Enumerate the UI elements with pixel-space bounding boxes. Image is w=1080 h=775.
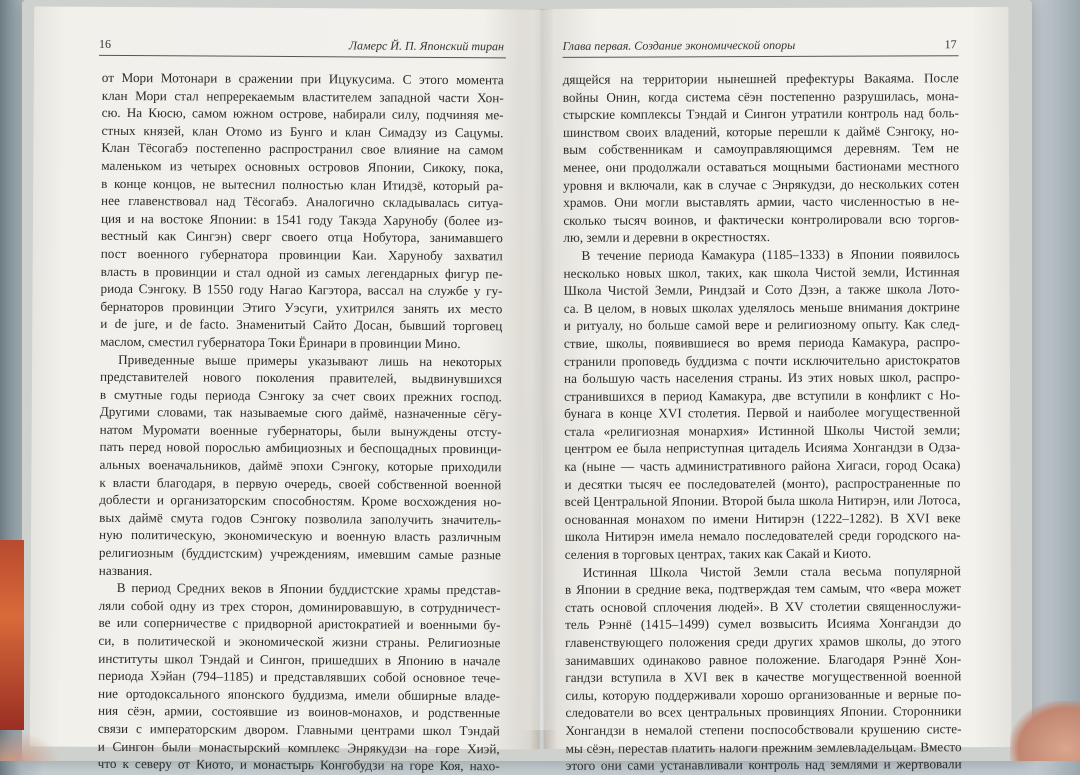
text-line: школа Нитирэн имела немало последователей среди городского на- (564, 527, 961, 545)
text-line: религиозным (буддистским) учреждениям, имевшим самые разные (98, 544, 501, 563)
text-line: са. В целом, в новых школах уделялось меньше внимания доктрине (563, 298, 960, 316)
text-line: Клан Тёсогабэ постепенно распространил свое влияние на самом (101, 140, 504, 158)
left-page-number: 16 (98, 36, 112, 51)
text-line: гандзи вступила в XVI век в качестве могущественной военной (565, 668, 962, 686)
text-line: мы сёэн, перестав платить налоги прежним землевладельцам. Вместо (565, 738, 962, 756)
text-line: следователи во всех центральных провинциях Японии. Сторонники (565, 703, 962, 721)
left-running-title: Ламерс Й. П. Японский тиран (348, 38, 505, 54)
text-line: и десятки тысяч ее последователей (монто), распространенные по (564, 474, 961, 492)
text-line: в смутные годы периода Сэнгоку за счет своих прежних господ. (99, 386, 502, 405)
left-header-rule (99, 55, 506, 58)
text-line: ка (ныне — часть административного района Хигаси, город Осака) (564, 457, 961, 474)
right-body-text (563, 69, 962, 774)
text-line: и de jure, и de facto. Знаменитый Сайто Досан, бывший торговец (100, 316, 503, 334)
text-line: названия. (98, 562, 153, 578)
text-line: лю, земли и деревни в окрестностях. (563, 229, 771, 246)
left-page (30, 6, 545, 774)
text-line: ния сёэн, армии, состоявшие из воинов-монахов, и родственные (97, 703, 501, 721)
text-line: главенствующего положения среди других храмов школы, до этого (565, 633, 962, 650)
text-line: храмов. Они могли выставлять армии, часто численностью в не- (563, 193, 960, 211)
text-line: уровня и включали, как в случае с Энрякудзи, до нескольких сотен (563, 175, 960, 193)
text-line: от Мори Мотонари в сражении при Ицукусима. С этого момента (101, 69, 504, 88)
text-line: в Японии в средние века, подтверждая тем самым, что «вера может (564, 580, 961, 598)
text-line: нее главенствовал над Тёсогабэ. Аналогично складывалась ситуа- (101, 193, 504, 211)
text-line: ция и на востоке Японии: в 1541 году Такэда Харунобу (более из- (100, 210, 504, 229)
text-line: риода Сэнгоку. В 1550 году Нагао Кагэтора, вассал на службе у гу- (100, 280, 503, 299)
text-line: пать перед новой порослью амбициозных и беспощадных провинци- (99, 439, 502, 457)
right-running-head (562, 37, 957, 53)
text-line: сю. На Кюсю, самом южном острове, набирали силу, подчиняя ме- (101, 105, 504, 123)
right-header-rule (563, 55, 959, 58)
text-line: менее, они продолжали оставаться мощными бастионами местного (563, 158, 960, 175)
text-line: всей Центральной Японии. Второй была школа Нитирэн, или Лотоса, (564, 492, 961, 510)
text-line: пост военного губернатора провинции Каи. Харунобу захватил (100, 245, 503, 264)
text-line: маслом, сместил губернатора Токи Ёринари в провинции Мино. (100, 333, 461, 351)
text-line: клан Мори стал непререкаемым властителем западной части Хон- (101, 87, 504, 105)
text-line: представителей нового поколения правителей, выдвинувшихся (99, 368, 503, 387)
text-line: вых даймё смута годов Сэнгоку позволила заполучить значитель- (99, 509, 502, 528)
text-line: ние ортодоксального японского буддизма, имели обширные владе- (98, 685, 501, 704)
text-line: странившихся в период Камакура, две вступили в конфликт с Но- (564, 386, 961, 404)
text-line: силы, которую поддерживали хорошо организованные и верные по- (565, 685, 962, 703)
text-line: этого они сами устанавливали контроль над землями и жертвовали (565, 756, 962, 774)
text-line: дящейся на территории нынешней префектуры Вакаяма. После (562, 70, 959, 87)
text-line: и Сингон были монастырский комплекс Энрякудзи на горе Хиэй, (97, 738, 500, 756)
text-line: стала «религиозная монархия» Истинной Школы Чистой земли; (564, 422, 961, 439)
text-line: стырские комплексы Тэндай и Сингон утратили контроль над боль- (562, 105, 959, 123)
text-line: центром ее была неприступная цитадель Исияма Хонгандзи в Одза- (564, 439, 961, 457)
text-line: странили проповедь буддизма с почти исключительно аристократов (563, 351, 960, 369)
text-line: стать основой сплочения людей». В XV столетии священнослужи- (564, 598, 962, 615)
text-line: связи с императорским двором. Главными центрами школ Тэндай (97, 720, 500, 739)
text-line: доблести и организаторским способностям. Кроме восхождения но- (99, 492, 502, 510)
text-line: в конце концов, не вытеснил полностью клан Итидзё, который ра- (101, 175, 504, 193)
text-line: основанная монахом по имени Нитирэн (1222–1282). В XVI веке (564, 510, 961, 527)
right-page-number: 17 (944, 37, 957, 52)
text-line: тель Рэннё (1415–1499) сумел возвысить Исияма Хонгандзи до (565, 615, 962, 633)
text-line: Истинная Школа Чистой Земли стала весьма популярной (582, 562, 961, 580)
thumb-holding-page (1010, 701, 1080, 761)
text-line: Хонгандзи в немалой степени поспособствовали крушению систе- (565, 721, 962, 738)
text-line: ве или соперничестве с придворной аристократией и военными бу- (98, 615, 501, 633)
text-line: власть в провинции и стал одной из самых легендарных фигур пе- (100, 263, 503, 281)
text-line: ляли собой одну из трех сторон, доминировавшую, в сотрудничест- (98, 597, 501, 616)
text-line: стных князей, клан Отомо из Бунго и клан Симадзу из Сацумы. (101, 122, 504, 141)
text-line: занимавших одинаково равное положение. Благодаря Рэннё Хон- (565, 650, 962, 668)
right-page (540, 7, 1011, 774)
text-line: вестный как Сингэн) сверг своего отца Нобутора, занимавшего (100, 228, 503, 246)
text-line: войны Онин, когда система сёэн постепенно разрушилась, мона- (562, 87, 959, 105)
text-line: несколько новых школ, таких, как школа Чистой земли, Истинная (563, 263, 960, 281)
text-line: натом Муромати военные губернаторы, были вынуждены отсту- (99, 421, 502, 440)
left-body-text (98, 69, 504, 775)
text-line: маленьком из четырех основных островов Японии, Сикоку, пока, (101, 157, 504, 176)
left-running-head (98, 36, 505, 54)
text-line: Школа Чистой Земли, Риндзай и Сото Дзэн, а также школа Лото- (563, 281, 960, 299)
book-edge-decoration (0, 540, 24, 730)
text-line: бернаторов провинции Этиго Уэсуги, ухитрился занять их место (100, 298, 503, 317)
text-line: и ритуалу, но больше самой вере и религиозному опыту. Как след- (563, 316, 960, 334)
text-line: альных военачальников, даймё эпохи Сэнгоку, которые приходили (99, 456, 502, 475)
text-line: В течение периода Камакура (1185–1333) в Японии появилось (581, 246, 960, 263)
thumb-holding-left (0, 731, 60, 761)
text-line: Приведенные выше примеры указывают лишь на некоторых (118, 351, 503, 369)
text-line: си, в политической и экономической жизни страны. Религиозные (98, 632, 501, 651)
right-running-title: Глава первая. Создание экономической опоры (562, 37, 796, 53)
text-line: бунага в конце XVI столетия. Первой и наиболее могущественной (564, 404, 961, 422)
text-line: ную политическую, экономическую и военную власть различным (98, 527, 502, 545)
text-line: шинством своих владений, которые перешли к даймё Сэнгоку, но- (562, 122, 959, 140)
text-line: что к северу от Киото, и монастырь Конгобудзи на горе Коя, нахо- (97, 756, 500, 774)
text-line: ствие, школы, появившиеся во время периода Камакура, распро- (563, 334, 960, 351)
text-line: Другими словами, так называемые сюго даймё, назначенные сёгу- (99, 404, 502, 422)
text-line: институты школ Тэндай и Сингон, пришедших в Японию в начале (98, 650, 501, 668)
text-line: В период Средних веков в Японии буддистские храмы представ- (116, 580, 501, 598)
text-line: селения в торговых центрах, таких как Сакай и Киото. (564, 545, 872, 562)
text-line: к власти благодаря, в первую очередь, своей собственной военной (99, 474, 502, 492)
text-line: на большую часть населения страны. Из этих новых школ, распро- (563, 369, 961, 387)
text-line: периода Хэйан (794–1185) и представлявших собой основное тече- (98, 668, 501, 686)
text-line: сколько тысяч воинов, и фактически контролировали всю торгов- (563, 210, 960, 228)
text-line: вым собственникам и самоуправляющимся деревням. Тем не (562, 140, 960, 158)
